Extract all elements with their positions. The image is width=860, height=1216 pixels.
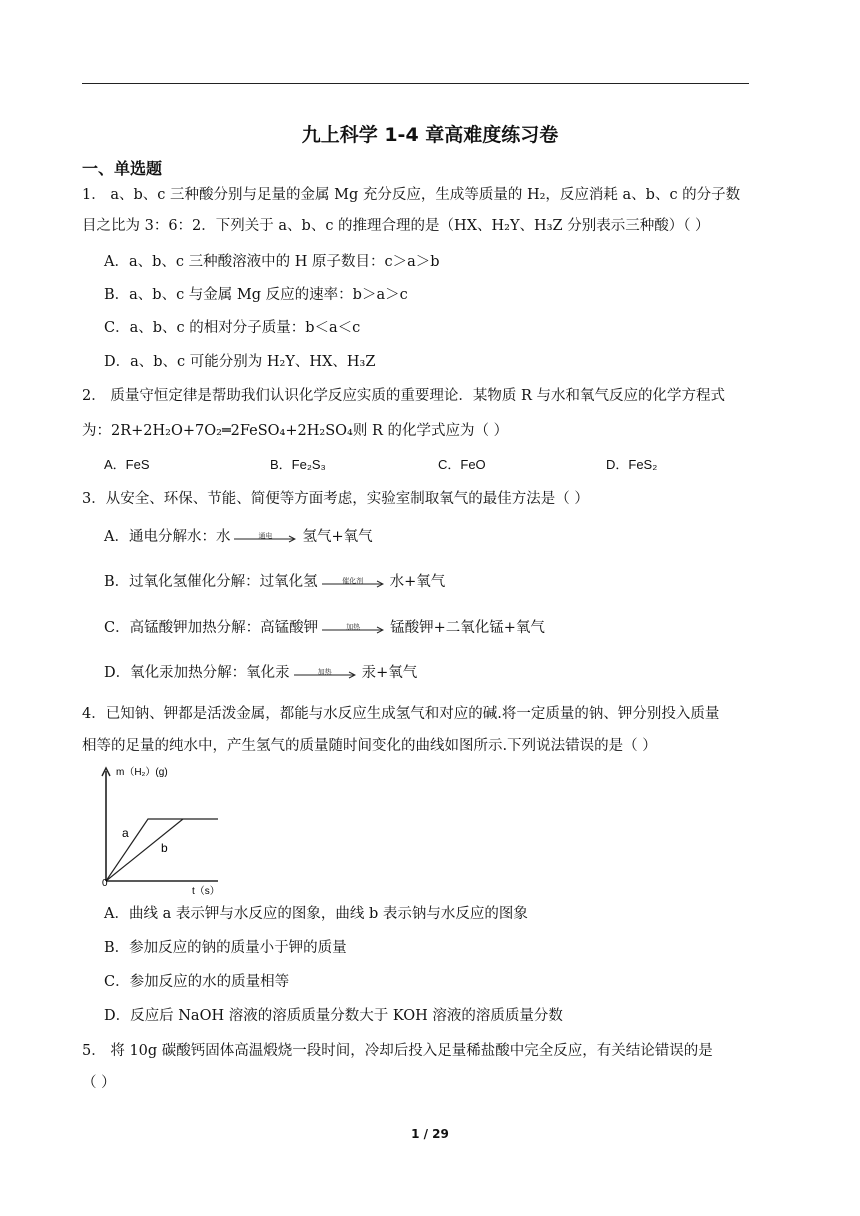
q5-stem-line2: （ ） (82, 1075, 116, 1091)
q3-option-a-product: 氢气+氧气 (302, 529, 373, 545)
reaction-condition: 通电 (258, 532, 273, 540)
q1-option-b: B．a、b、c 与金属 Mg 反应的速率：b＞a＞c (104, 287, 408, 303)
header-rule (82, 83, 749, 84)
q1-option-c: C．a、b、c 的相对分子质量：b＜a＜c (104, 320, 361, 336)
curve-b (106, 819, 183, 881)
y-axis-label: m（H₂）(g) (116, 767, 168, 778)
reaction-arrow (294, 665, 356, 681)
section-heading: 一、单选题 (82, 159, 163, 178)
q1-stem-line1: 1． a、b、c 三种酸分别与足量的金属 Mg 充分反应，生成等质量的 H₂，反应消耗 a、b、c 的分子数 (82, 187, 741, 203)
q3-option-c (104, 618, 545, 638)
graph-figure (100, 763, 230, 898)
q2-option-b: B．Fe₂S₃ (270, 457, 326, 472)
q4-option-b: B．参加反应的钠的质量小于钾的质量 (104, 940, 347, 956)
q3-option-c-reactant: C．高锰酸钾加热分解：高锰酸钾 (104, 620, 319, 636)
hydrogen-mass-graph (100, 763, 230, 898)
origin-label: 0 (102, 878, 108, 889)
q3-option-b-product: 水+氧气 (389, 574, 446, 590)
q3-stem: 3．从安全、环保、节能、简便等方面考虑，实验室制取氧气的最佳方法是（ ） (82, 491, 589, 507)
reaction-condition: 加热 (346, 623, 361, 631)
q3-option-b-reactant: B．过氧化氢催化分解：过氧化氢 (104, 574, 318, 590)
q1-stem-line2: 目之比为 3：6：2．下列关于 a、b、c 的推理合理的是（HX、H₂Y、H₃Z 分别表示三种酸）（ ） (82, 218, 710, 234)
page-number: 1 / 29 (411, 1127, 449, 1141)
q4-option-d: D．反应后 NaOH 溶液的溶质质量分数大于 KOH 溶液的溶质质量分数 (104, 1008, 563, 1024)
arrow-icon (234, 535, 296, 543)
q2-option-c: C．FeO (438, 457, 486, 472)
q4-stem-line2: 相等的足量的纯水中，产生氢气的质量随时间变化的曲线如图所示.下列说法错误的是（ ） (82, 738, 657, 754)
q5-stem-line1: 5． 将 10g 碳酸钙固体高温煅烧一段时间，冷却后投入足量稀盐酸中完全反应，有关结论错误的是 (82, 1043, 713, 1059)
q2-option-d: D．FeS₂ (606, 457, 658, 472)
q3-option-d (104, 663, 417, 683)
q4-option-a: A．曲线 a 表示钾与水反应的图象，曲线 b 表示钠与水反应的图象 (104, 906, 528, 922)
curve-b-label: b (161, 841, 168, 855)
reaction-arrow (322, 620, 384, 636)
q2-stem-line2: 为：2R+2H₂O+7O₂═2FeSO₄+2H₂SO₄则 R 的化学式应为（ ） (82, 423, 509, 439)
q3-option-c-product: 锰酸钾+二氧化锰+氧气 (390, 620, 545, 636)
curve-a-label: a (122, 826, 129, 840)
q3-option-a (104, 527, 373, 547)
arrow-icon (322, 580, 384, 588)
arrow-icon (294, 671, 356, 679)
q3-option-a-reactant: A．通电分解水：水 (104, 529, 231, 545)
page-title: 九上科学 1-4 章高难度练习卷 (301, 124, 559, 146)
arrow-icon (322, 626, 384, 634)
q3-option-d-product: 汞+氧气 (361, 665, 418, 681)
reaction-condition: 催化剂 (342, 577, 364, 585)
reaction-arrow (322, 574, 384, 590)
q1-option-a: A．a、b、c 三种酸溶液中的 H 原子数目：c＞a＞b (104, 254, 440, 270)
q1-option-d: D．a、b、c 可能分别为 H₂Y、HX、H₃Z (104, 354, 376, 370)
q4-stem-line1: 4．已知钠、钾都是活泼金属，都能与水反应生成氢气和对应的碱.将一定质量的钠、钾分别投入质量 (82, 706, 720, 722)
x-axis-label: t（s） (192, 886, 220, 897)
q2-stem-line1: 2． 质量守恒定律是帮助我们认识化学反应实质的重要理论．某物质 R 与水和氧气反应的化学方程式 (82, 388, 725, 404)
q3-option-d-reactant: D．氧化汞加热分解：氧化汞 (104, 665, 290, 681)
q2-option-a: A．FeS (104, 457, 150, 472)
reaction-arrow (234, 529, 296, 545)
reaction-condition: 加热 (317, 668, 332, 676)
q4-option-c: C．参加反应的水的质量相等 (104, 974, 290, 990)
q3-option-b (104, 572, 445, 592)
